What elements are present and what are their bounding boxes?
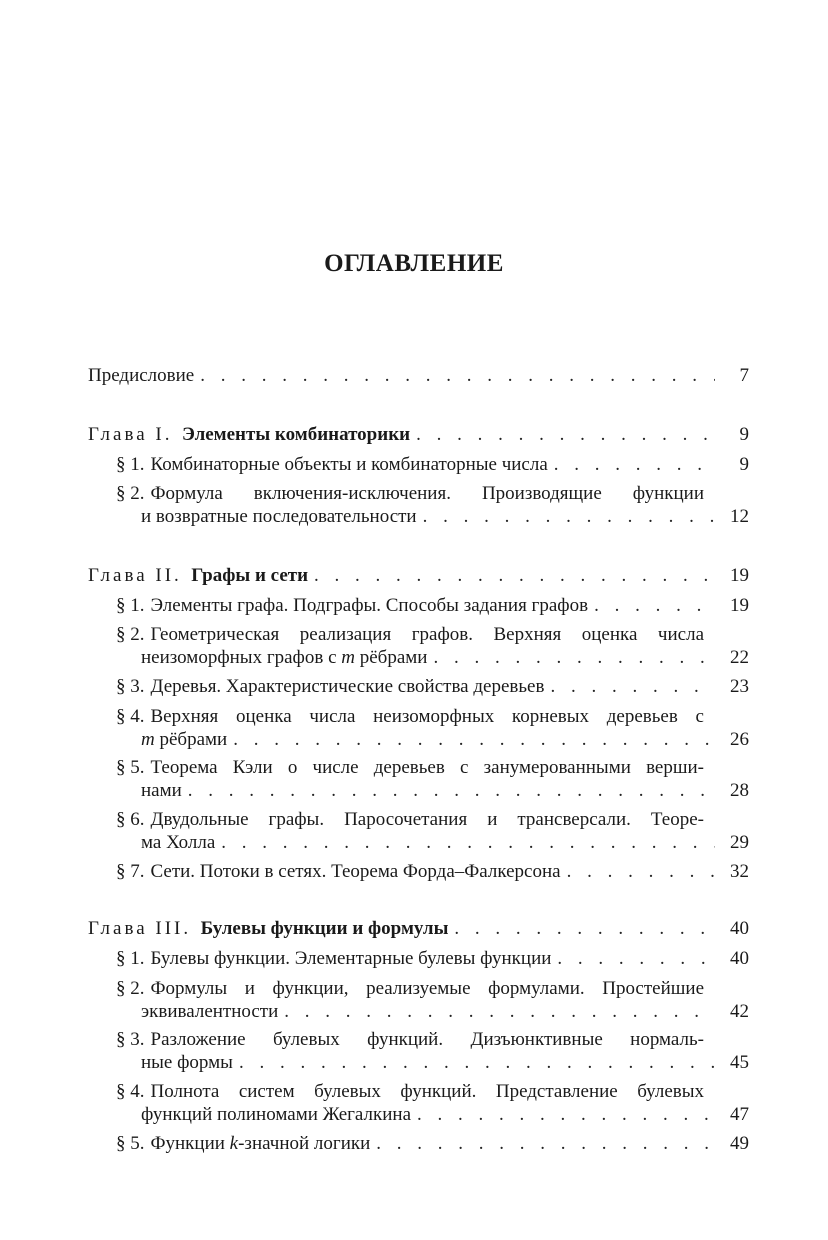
section-title: Сети. Потоки в сетях. Теорема Форда–Фалкерсона: [150, 861, 561, 882]
dot-leader: [550, 675, 715, 698]
section-title-cont: и возвратные последовательности: [141, 506, 417, 527]
toc-section[interactable]: [116, 453, 749, 476]
section-title-cont: эквивалентности: [141, 1001, 279, 1022]
toc-section[interactable]: [116, 860, 749, 883]
dot-leader: [417, 1103, 715, 1126]
section-number: § 6.: [116, 809, 145, 830]
section-title-cont: рёбрами: [359, 647, 428, 668]
section-title-cont: функций полиномами Жегалкина: [141, 1104, 411, 1125]
section-title: Элементы графа. Подграфы. Способы задания графов: [150, 595, 589, 616]
chapter-prefix: Глава I.: [88, 424, 173, 445]
toc-section[interactable]: [116, 623, 749, 669]
math-variable: m: [341, 647, 355, 668]
section-title-cont: рёбрами: [159, 729, 228, 750]
toc-entry-preface[interactable]: [88, 364, 749, 387]
page-number: 40: [730, 948, 749, 969]
chapter-prefix: Глава III.: [88, 918, 192, 939]
dot-leader: [416, 423, 715, 446]
dot-leader: [188, 779, 715, 802]
toc-section[interactable]: [116, 1028, 749, 1074]
dot-leader: [376, 1132, 715, 1155]
section-title: Комбинаторные объекты и комбинаторные числа: [150, 454, 548, 475]
section-number: § 3.: [116, 676, 145, 697]
chapter-prefix: Глава II.: [88, 565, 182, 586]
section-title: Полнота систем булевых функций. Представление булевых: [150, 1081, 704, 1102]
page-number: 49: [730, 1133, 749, 1154]
section-title-cont: неизоморфных графов с: [141, 647, 337, 668]
dot-leader: [200, 364, 715, 387]
section-title: Функции: [150, 1133, 225, 1154]
entry-label: Предисловие: [88, 365, 195, 386]
section-title: Формулы и функции, реализуемые формулами. Простейшие: [150, 978, 704, 999]
dot-leader: [454, 917, 715, 940]
section-number: § 1.: [116, 454, 145, 475]
section-title-cont: ма Холла: [141, 832, 216, 853]
page-number: 40: [730, 918, 749, 939]
dot-leader: [567, 860, 715, 883]
section-title: Двудольные графы. Паросочетания и трансверсали. Теоре-: [150, 809, 704, 830]
dot-leader: [239, 1051, 715, 1074]
dot-leader: [314, 564, 715, 587]
chapter-name: Графы и сети: [191, 565, 309, 586]
page-number: 42: [730, 1001, 749, 1022]
math-variable: m: [141, 729, 155, 750]
dot-leader: [594, 594, 715, 617]
section-number: § 2.: [116, 624, 145, 645]
dot-leader: [284, 1000, 715, 1023]
toc-section[interactable]: [116, 947, 749, 970]
page-number: 26: [730, 729, 749, 750]
toc-section[interactable]: [116, 675, 749, 698]
section-title: Формула включения-исключения. Производящие функции: [150, 483, 704, 504]
section-title: Геометрическая реализация графов. Верхняя оценка числа: [150, 624, 704, 645]
page-number: 9: [739, 424, 749, 445]
page-number: 19: [730, 565, 749, 586]
page-number: 47: [730, 1104, 749, 1125]
chapter-name: Элементы комбинаторики: [181, 424, 411, 445]
toc-chapter-1[interactable]: [88, 423, 749, 446]
toc-section[interactable]: [116, 594, 749, 617]
dot-leader: [233, 728, 715, 751]
section-number: § 3.: [116, 1029, 145, 1050]
page-number: 29: [730, 832, 749, 853]
page-number: 28: [730, 780, 749, 801]
page-number: 7: [739, 365, 749, 386]
page-number: 32: [730, 861, 749, 882]
page-title: ОГЛАВЛЕНИЕ: [324, 250, 504, 277]
toc-section[interactable]: [116, 705, 749, 751]
section-title: Булевы функции. Элементарные булевы функции: [150, 948, 552, 969]
section-title: Разложение булевых функций. Дизъюнктивные нормаль-: [150, 1029, 704, 1050]
toc-section[interactable]: [116, 1132, 749, 1155]
page-number: 23: [730, 676, 749, 697]
section-title: Верхняя оценка числа неизоморфных корневых деревьев с: [150, 706, 704, 727]
dot-leader: [433, 646, 715, 669]
section-number: § 5.: [116, 1133, 145, 1154]
section-title: Деревья. Характеристические свойства деревьев: [150, 676, 545, 697]
section-title: Теорема Кэли о числе деревьев с занумерованными верши-: [150, 757, 704, 778]
toc-section[interactable]: [116, 756, 749, 802]
section-title: -значной логики: [238, 1133, 371, 1154]
toc-section[interactable]: [116, 977, 749, 1023]
dot-leader: [557, 947, 715, 970]
page-number: 12: [730, 506, 749, 527]
dot-leader: [221, 831, 715, 854]
page-number: 19: [730, 595, 749, 616]
toc-section[interactable]: [116, 1080, 749, 1126]
toc-chapter-3[interactable]: [88, 917, 749, 940]
page-number: 9: [739, 454, 749, 475]
section-number: § 1.: [116, 948, 145, 969]
section-number: § 5.: [116, 757, 145, 778]
dot-leader: [423, 505, 715, 528]
section-number: § 2.: [116, 483, 145, 504]
section-number: § 4.: [116, 706, 145, 727]
chapter-name: Булевы функции и формулы: [200, 918, 449, 939]
section-number: § 2.: [116, 978, 145, 999]
section-number: § 4.: [116, 1081, 145, 1102]
section-number: § 7.: [116, 861, 145, 882]
section-number: § 1.: [116, 595, 145, 616]
section-title-cont: ные формы: [141, 1052, 233, 1073]
section-title-cont: нами: [141, 780, 182, 801]
math-variable: k: [229, 1133, 239, 1154]
toc-section[interactable]: [116, 808, 749, 854]
page-number: 45: [730, 1052, 749, 1073]
dot-leader: [554, 453, 715, 476]
toc-section[interactable]: [116, 482, 749, 528]
page-number: 22: [730, 647, 749, 668]
toc-chapter-2[interactable]: [88, 564, 749, 587]
